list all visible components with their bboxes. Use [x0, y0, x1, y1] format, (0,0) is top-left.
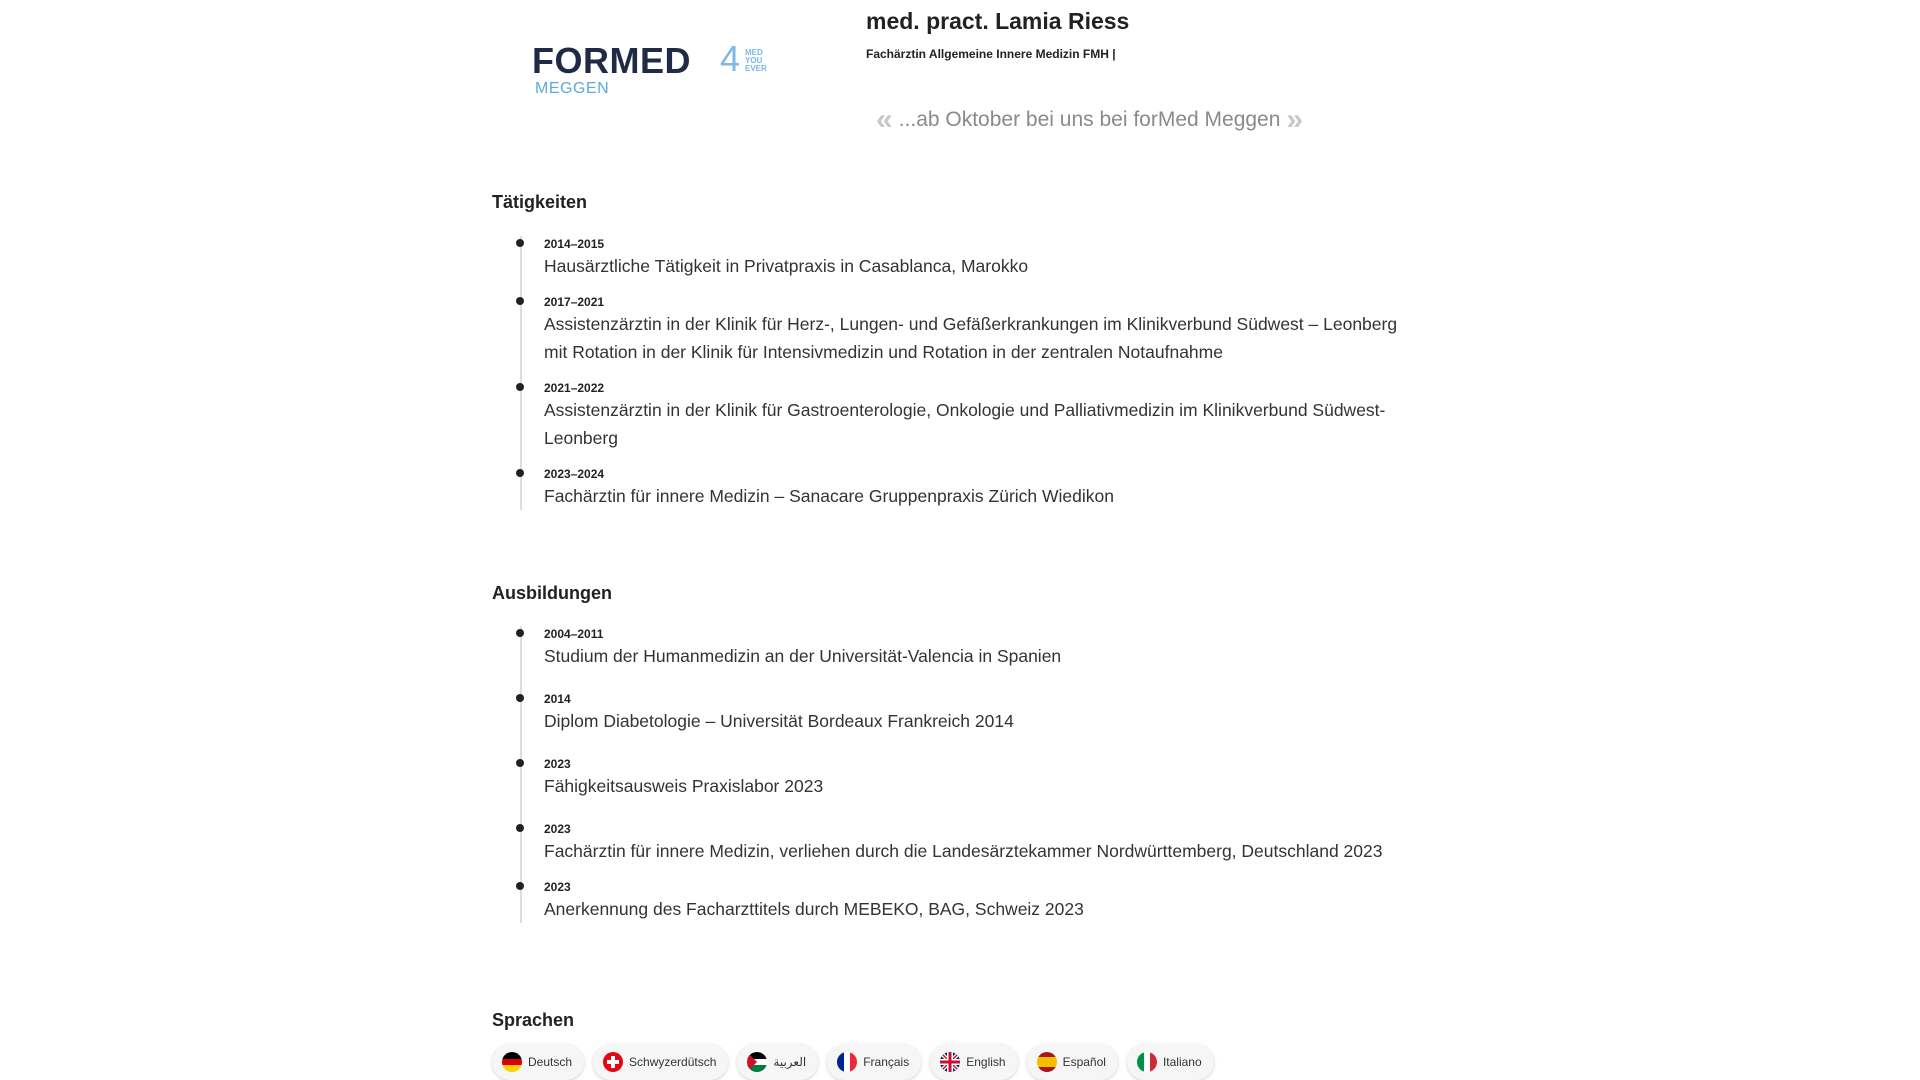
section-title-taetigkeiten: Tätigkeiten	[492, 192, 588, 212]
close-quote-icon: »	[1286, 103, 1304, 136]
language-label: Français	[863, 1055, 910, 1069]
language-chip-english[interactable]	[930, 1044, 1017, 1080]
language-chip-francais[interactable]	[827, 1044, 921, 1080]
ch-flag-icon	[603, 1052, 623, 1072]
language-label: English	[966, 1055, 1006, 1069]
logo-subtitle: MEGGEN	[535, 80, 610, 97]
formed-logo[interactable]	[532, 38, 792, 104]
entry-year: 2023	[544, 822, 571, 836]
doctor-title: Fachärztin Allgemeine Innere Medizin FMH |	[866, 47, 1116, 61]
timeline-entry	[522, 756, 1414, 800]
quote-text: ...ab Oktober bei uns bei forMed Meggen	[898, 108, 1281, 131]
timeline-entry	[522, 821, 1414, 865]
language-chip-arabic[interactable]	[737, 1044, 818, 1080]
language-chip-espanol[interactable]	[1027, 1044, 1118, 1080]
section-title-ausbildungen: Ausbildungen	[492, 583, 612, 603]
timeline-entry	[522, 879, 1414, 923]
bullet-dot	[516, 882, 524, 890]
entry-description: Fachärztin für innere Medizin – Sanacare Gruppenpraxis Zürich Wiedikon	[544, 486, 1114, 506]
language-label: Deutsch	[528, 1055, 573, 1069]
language-label: Schwyzerdütsch	[629, 1055, 717, 1069]
bullet-dot	[516, 297, 524, 305]
language-label: العربية	[773, 1055, 807, 1069]
bullet-dot	[516, 694, 524, 702]
bullet-dot	[516, 759, 524, 767]
logo-wordmark: FORMED	[532, 40, 691, 81]
doctor-name: med. pract. Lamia Riess	[866, 8, 1130, 34]
de-flag-icon	[502, 1052, 522, 1072]
timeline-entry	[522, 294, 1414, 366]
timeline-entry	[522, 380, 1414, 452]
entry-description: Hausärztliche Tätigkeit in Privatpraxis in Casablanca, Marokko	[544, 256, 1029, 276]
language-chip-italiano[interactable]	[1127, 1044, 1214, 1080]
entry-year: 2021–2022	[544, 381, 605, 395]
timeline-entry	[522, 626, 1414, 670]
language-chip-schwyzerduetsch[interactable]	[593, 1044, 728, 1080]
it-flag-icon	[1137, 1052, 1157, 1072]
language-label: Español	[1062, 1055, 1106, 1069]
section-title-sprachen: Sprachen	[492, 1010, 575, 1030]
language-list	[492, 1044, 1214, 1080]
bullet-dot	[516, 383, 524, 391]
timeline-entry	[522, 236, 1414, 280]
entry-description: Fachärztin für innere Medizin, verliehen durch die Landesärztekammer Nordwürttemberg, Deutschland 2023	[544, 841, 1383, 861]
entry-year: 2014–2015	[544, 237, 605, 251]
entry-description: Anerkennung des Facharzttitels durch MEBEKO, BAG, Schweiz 2023	[544, 899, 1084, 919]
ps-flag-icon	[747, 1052, 767, 1072]
bullet-dot	[516, 824, 524, 832]
entry-description: Assistenzärztin in der Klinik für Herz-, Lungen- und Gefäßerkrankungen im Klinikverbund Südwest – Leonberg mit Rotation in der Klinik für Intensivmedizin und Rotation in der zentralen Notaufnahme	[544, 314, 1398, 362]
timeline-entry	[522, 466, 1414, 510]
entry-year: 2023	[544, 880, 571, 894]
gb-flag-icon	[940, 1052, 960, 1072]
bullet-dot	[516, 469, 524, 477]
bullet-dot	[516, 629, 524, 637]
entry-description: Studium der Humanmedizin an der Universität-Valencia in Spanien	[544, 646, 1062, 666]
logo-tagline: MED YOU EVER	[745, 48, 767, 73]
entry-description: Diplom Diabetologie – Universität Bordeaux Frankreich 2014	[544, 711, 1014, 731]
logo-number: 4	[720, 38, 741, 79]
entry-description: Assistenzärztin in der Klinik für Gastroenterologie, Onkologie und Palliativmedizin im Klinikverbund Südwest-Leonberg	[544, 400, 1386, 448]
open-quote-icon: «	[876, 103, 893, 136]
entry-year: 2017–2021	[544, 295, 605, 309]
timeline-ausbildungen	[520, 626, 1414, 923]
entry-year: 2023–2024	[544, 467, 605, 481]
entry-year: 2004–2011	[544, 627, 604, 641]
timeline-entry	[522, 691, 1414, 735]
entry-year: 2023	[544, 757, 571, 771]
language-chip-deutsch[interactable]	[492, 1044, 584, 1080]
entry-description: Fähigkeitsausweis Praxislabor 2023	[544, 776, 824, 796]
language-label: Italiano	[1162, 1055, 1202, 1069]
es-flag-icon	[1037, 1052, 1057, 1072]
quote-block	[870, 103, 1309, 136]
bullet-dot	[516, 239, 524, 247]
fr-flag-icon	[837, 1052, 857, 1072]
entry-year: 2014	[544, 692, 571, 706]
timeline-taetigkeiten	[520, 236, 1414, 510]
